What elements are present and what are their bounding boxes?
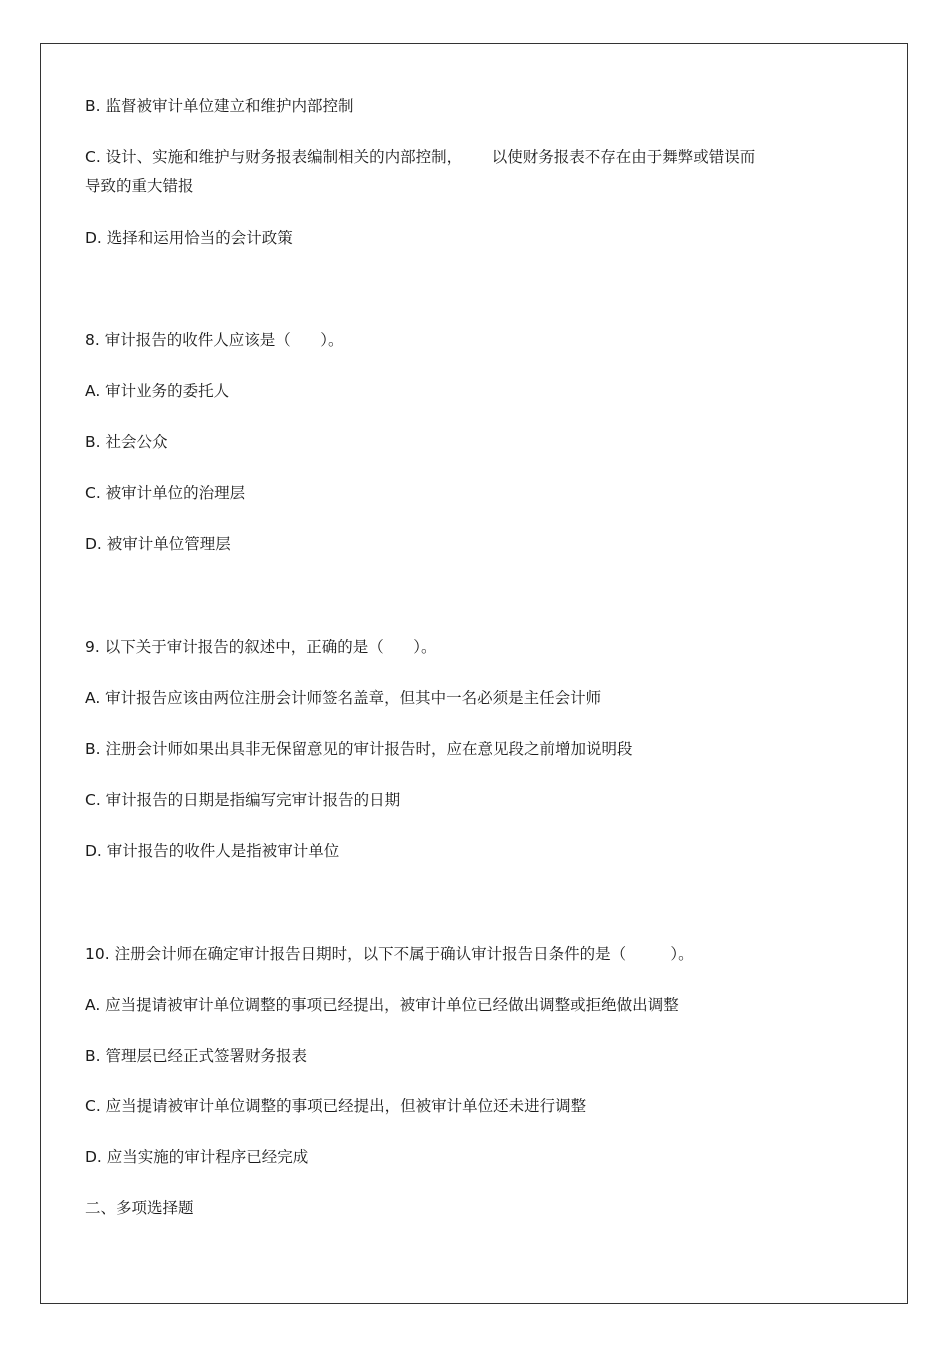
q10-option-c: C. 应当提请被审计单位调整的事项已经提出，但被审计单位还未进行调整 xyxy=(85,1097,587,1115)
q10-option-d: D. 应当实施的审计程序已经完成 xyxy=(85,1148,309,1166)
q7-option-b: B. 监督被审计单位建立和维护内部控制 xyxy=(85,97,354,115)
q7-option-d: D. 选择和运用恰当的会计政策 xyxy=(85,229,293,247)
q7-option-c-line2: 导致的重大错报 xyxy=(85,177,194,195)
q8-option-c: C. 被审计单位的治理层 xyxy=(85,484,246,502)
q9-option-b: B. 注册会计师如果出具非无保留意见的审计报告时，应在意见段之前增加说明段 xyxy=(85,740,633,758)
q8-option-a: A. 审计业务的委托人 xyxy=(85,382,230,400)
q10-question: 10. 注册会计师在确定审计报告日期时，以下不属于确认审计报告日条件的是（ ）。 xyxy=(85,945,694,963)
section-heading: 二、多项选择题 xyxy=(85,1199,194,1217)
q8-question: 8. 审计报告的收件人应该是（ ）。 xyxy=(85,331,344,349)
q9-question: 9. 以下关于审计报告的叙述中，正确的是（ ）。 xyxy=(85,638,437,656)
q9-option-c: C. 审计报告的日期是指编写完审计报告的日期 xyxy=(85,791,401,809)
q9-option-d: D. 审计报告的收件人是指被审计单位 xyxy=(85,842,340,860)
q10-option-a: A. 应当提请被审计单位调整的事项已经提出，被审计单位已经做出调整或拒绝做出调整 xyxy=(85,996,679,1014)
q7-option-c-line1: C. 设计、实施和维护与财务报表编制相关的内部控制， 以使财务报表不存在由于舞弊或错误而 xyxy=(85,148,756,166)
q8-option-d: D. 被审计单位管理层 xyxy=(85,535,231,553)
q9-option-a: A. 审计报告应该由两位注册会计师签名盖章，但其中一名必须是主任会计师 xyxy=(85,689,602,707)
q8-option-b: B. 社会公众 xyxy=(85,433,168,451)
q10-option-b: B. 管理层已经正式签署财务报表 xyxy=(85,1047,307,1065)
